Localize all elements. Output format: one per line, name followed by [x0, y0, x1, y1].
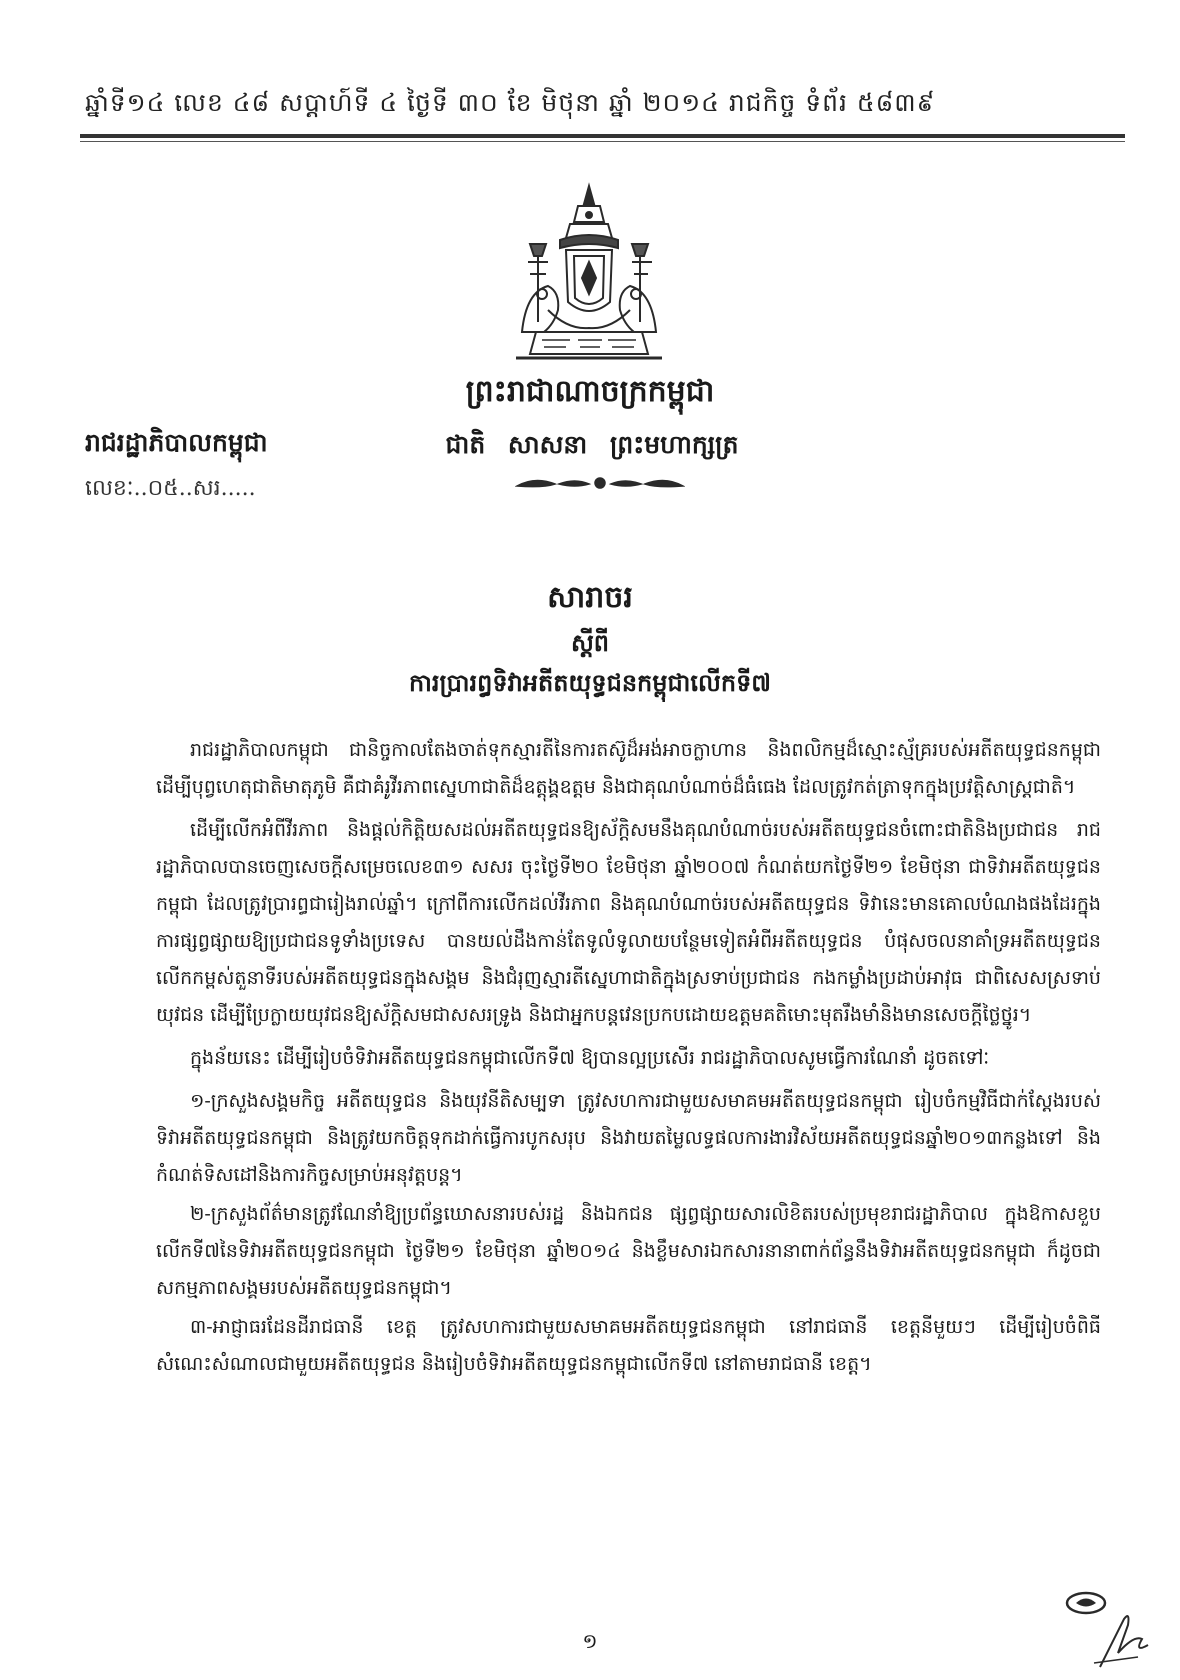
document-type: សារាចរ — [547, 580, 633, 615]
signature-initial-icon — [1090, 1605, 1160, 1675]
national-motto: ជាតិ សាសនា ព្រះមហាក្សត្រ — [445, 430, 739, 459]
directive-item-1: ១-ក្រសួងសង្គមកិច្ច អតីតយុទ្ធជន និងយុវនីតិសម្បទា ត្រូវសហការជាមួយសមាគមអតីតយុទ្ធជនកម្ពុជា រៀបចំកម្មវិធីជាក់ស្ដែងរបស់ទិវាអតីតយុទ្ធជនកម្ពុជា និងត្រូវយកចិត្តទុកដាក់ធ្វើការបូកសរុប និងវាយតម្លៃលទ្ធផលការងារវិស័យអតីតយុទ្ធជនឆ្នាំ២០១៣កន្លងទៅ និងកំណត់ទិសដៅនិងការកិច្ចសម្រាប់អនុវត្តបន្ត។ — [156, 1090, 1101, 1186]
kingdom-title: ព្រះរាជាណាចក្រកម្ពុជា — [465, 374, 715, 409]
directive-item-2: ២-ក្រសួងព័ត៌មានត្រូវណែនាំឱ្យប្រព័ន្ធឃោសនារបស់រដ្ឋ និងឯកជន ផ្សព្វផ្សាយសារលិខិតរបស់ប្រមុខរាជរដ្ឋាភិបាល ក្នុងឱកាសខួបលើកទី៧នៃទិវាអតីតយុទ្ធជនកម្ពុជា ថ្ងៃទី២១ ខែមិថុនា ឆ្នាំ២០១៤ និងខ្លឹមសារឯកសារនានាពាក់ព័ន្ធនឹងទិវាអតីតយុទ្ធជនកម្ពុជា ក៏ដូចជាសកម្មភាពសង្គមរបស់អតីតយុទ្ធជនកម្ពុជា។ — [156, 1203, 1101, 1299]
reference-number: លេខៈ..០៥..សរ..... — [85, 476, 256, 501]
royal-coat-of-arms-icon — [508, 182, 670, 364]
header-rule-thin — [80, 141, 1125, 142]
ornament-divider-icon — [515, 472, 685, 494]
gazette-header: ឆ្នាំទី១៤ លេខ ៤៨ សប្ដាហ៍ទី ៤ ថ្ងៃទី ៣០ ខែ មិថុនា ឆ្នាំ ២០១៤ រាជកិច្ច ទំព័រ ៥៨៣៩ — [85, 88, 936, 117]
issuing-authority: រាជរដ្ឋាភិបាលកម្ពុជា — [85, 428, 268, 457]
directive-item-3: ៣-អាជ្ញាធរដែនដីរាជធានី ខេត្ត ត្រូវសហការជាមួយសមាគមអតីតយុទ្ធជនកម្ពុជា នៅរាជធានី ខេត្តនីមួយៗ ដើម្បីរៀបចំពិធីសំណេះសំណាលជាមួយអតីតយុទ្ធជន និងរៀបចំទិវាអតីតយុទ្ធជនកម្ពុជាលើកទី៧ នៅតាមរាជធានី ខេត្ត។ — [156, 1316, 1101, 1375]
body-paragraph-3: ក្នុងន័យនេះ ដើម្បីរៀបចំទិវាអតីតយុទ្ធជនកម្ពុជាលើកទី៧ ឱ្យបានល្អប្រសើរ រាជរដ្ឋាភិបាលសូមធ្វើការណែនាំ ដូចតទៅៈ — [190, 1047, 990, 1069]
header-rule — [80, 134, 1125, 138]
body-paragraph-2: ដើម្បីលើកអំពីវីរភាព និងផ្ដល់កិត្តិយសដល់អតីតយុទ្ធជនឱ្យស័ក្តិសមនឹងគុណបំណាច់របស់អតីតយុទ្ធជនចំពោះជាតិនិងប្រជាជន រាជរដ្ឋាភិបាលបានចេញសេចក្ដីសម្រេចលេខ៣១ សសរ ចុះថ្ងៃទី២០ ខែមិថុនា ឆ្នាំ២០០៧ កំណត់យកថ្ងៃទី២១ ខែមិថុនា ជាទិវាអតីតយុទ្ធជនកម្ពុជា ដែលត្រូវប្រារព្ធជារៀងរាល់ឆ្នាំ។ ក្រៅពីការលើកដល់វីរភាព និងគុណបំណាច់របស់អតីតយុទ្ធជន ទិវានេះមានគោលបំណងផងដែរក្នុងការផ្សព្វផ្សាយឱ្យប្រជាជនទូទាំងប្រទេស បានយល់ដឹងកាន់តែទូលំទូលាយបន្ថែមទៀតអំពីអតីតយុទ្ធជន បំផុសចលនាគាំទ្រអតីតយុទ្ធជន លើកកម្ពស់តួនាទីរបស់អតីតយុទ្ធជនក្នុងសង្គម និងជំរុញស្មារតីស្នេហាជាតិក្នុងស្រទាប់ប្រជាជន កងកម្លាំងប្រដាប់អាវុធ ជាពិសេសស្រទាប់យុវជន ដើម្បីប្រែក្លាយយុវជនឱ្យស័ក្តិសមជាសសរទ្រូង និងជាអ្នកបន្តវេនប្រកបដោយឧត្តមគតិមោះមុតរឹងមាំនិងមានសេចក្ដីថ្លៃថ្នូរ។ — [156, 819, 1101, 1026]
page-number: ១ — [582, 1629, 598, 1653]
document-about-label: ស្ដីពី — [570, 628, 610, 657]
document-body — [156, 732, 1101, 1385]
body-paragraph-1: រាជរដ្ឋាភិបាលកម្ពុជា ជានិច្ចកាលតែងចាត់ទុកស្មារតីនៃការតស៊ូដ៏អង់អាចក្លាហាន និងពលិកម្មដ៏ស្មោះស្ម័គ្ររបស់អតីតយុទ្ធជនកម្ពុជា ដើម្បីបុព្វហេតុជាតិមាតុភូមិ គឺជាគំរូវីរភាពស្នេហាជាតិដ៏ឧត្តុង្គឧត្តម និងជាគុណបំណាច់ដ៏ធំធេង ដែលត្រូវកត់ត្រាទុកក្នុងប្រវត្តិសាស្ត្រជាតិ។ — [156, 739, 1101, 798]
document-subject: ការប្រារព្ធទិវាអតីតយុទ្ធជនកម្ពុជាលើកទី៧ — [409, 668, 771, 697]
